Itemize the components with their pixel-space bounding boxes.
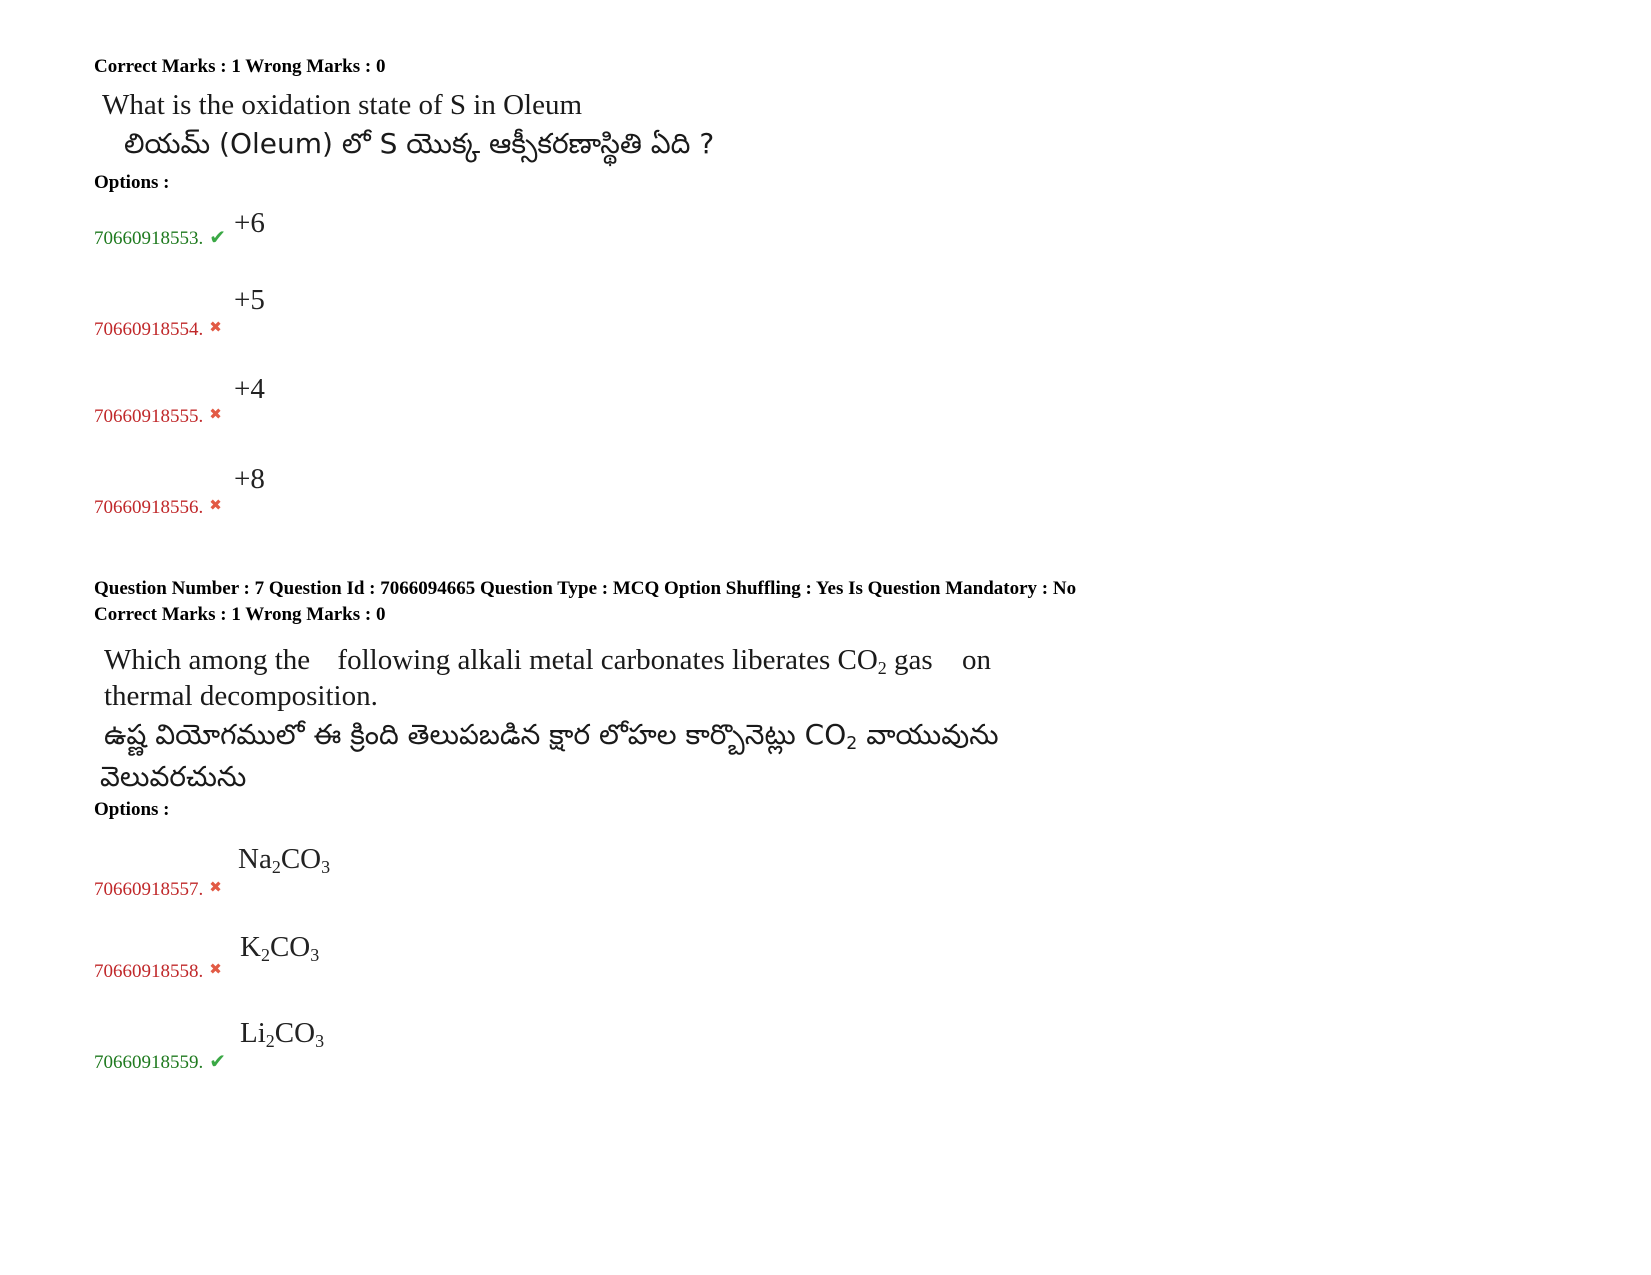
formula-part: CO (274, 1017, 316, 1049)
q7-text-part: following alkali metal carbonates liberates CO (337, 644, 878, 676)
q7-text-english-line-2: thermal decomposition. (104, 680, 378, 712)
formula-subscript: 2 (271, 857, 281, 878)
cross-icon: ✖ (209, 318, 222, 336)
q7-option-2-value (240, 931, 319, 966)
q7-text-part: ఉష్ణ వియోగములో ఈ క్రింది తెలుపబడిన క్షార లోహల కార్బొనెట్లు CO (104, 718, 847, 751)
option-id: 70660918555. (94, 406, 204, 427)
option-id: 70660918559. (94, 1052, 204, 1073)
q7-option-1[interactable] (94, 878, 222, 901)
q6-text-english: What is the oxidation state of S in Oleum (102, 89, 583, 121)
cross-icon: ✖ (209, 960, 222, 978)
q7-text-part: వాయువును (866, 718, 999, 751)
q6-option-2[interactable] (94, 318, 222, 341)
q6-options-label: Options : (94, 172, 170, 193)
q7-text-subscript: 2 (846, 733, 858, 754)
formula-part: CO (280, 843, 322, 875)
q7-marks-line: Correct Marks : 1 Wrong Marks : 0 (94, 604, 386, 625)
q6-text-telugu: లియమ్ (Oleum) లో S యొక్క ఆక్సీకరణాస్థితి ఏది ? (124, 127, 715, 160)
formula-subscript: 3 (310, 945, 320, 966)
q7-text-part: on (961, 644, 991, 676)
cross-icon: ✖ (209, 405, 222, 423)
q7-text-telugu-line-1 (104, 718, 999, 758)
option-id: 70660918554. (94, 319, 204, 340)
q7-text-subscript: 2 (877, 658, 887, 679)
q6-option-1-value: +6 (234, 207, 265, 239)
option-id: 70660918558. (94, 961, 204, 982)
q7-option-3-value (240, 1017, 324, 1052)
q7-options-label: Options : (94, 799, 170, 820)
check-icon: ✔ (209, 1049, 227, 1073)
q7-option-1-value (238, 843, 330, 878)
q7-option-2[interactable] (94, 960, 222, 983)
q6-option-2-value: +5 (234, 284, 265, 316)
option-id: 70660918557. (94, 879, 204, 900)
check-icon: ✔ (209, 225, 227, 249)
q7-text-part: Which among the (104, 644, 311, 676)
formula-part: K (240, 931, 261, 963)
q6-option-4-value: +8 (234, 463, 265, 495)
option-id: 70660918556. (94, 497, 204, 518)
q7-option-3[interactable] (94, 1049, 226, 1074)
q6-marks-line: Correct Marks : 1 Wrong Marks : 0 (94, 56, 386, 77)
q7-text-telugu-line-2: వెలువరచును (100, 760, 247, 793)
formula-part: Li (240, 1017, 266, 1049)
q6-option-3[interactable] (94, 405, 222, 428)
q6-option-1[interactable] (94, 225, 226, 250)
formula-subscript: 2 (265, 1031, 275, 1052)
formula-subscript: 3 (321, 857, 331, 878)
option-id: 70660918553. (94, 228, 204, 249)
cross-icon: ✖ (209, 878, 222, 896)
q7-text-english-line-1 (104, 644, 991, 679)
cross-icon: ✖ (209, 496, 222, 514)
q7-header-line: Question Number : 7 Question Id : 7066094665 Question Type : MCQ Option Shuffling : Yes Is Question Mandatory : No (94, 578, 1077, 599)
q6-option-3-value: +4 (234, 373, 265, 405)
formula-subscript: 3 (315, 1031, 325, 1052)
formula-part: CO (269, 931, 311, 963)
q6-option-4[interactable] (94, 496, 222, 519)
q7-text-part: gas (894, 644, 933, 676)
formula-subscript: 2 (260, 945, 270, 966)
formula-part: Na (238, 843, 272, 875)
